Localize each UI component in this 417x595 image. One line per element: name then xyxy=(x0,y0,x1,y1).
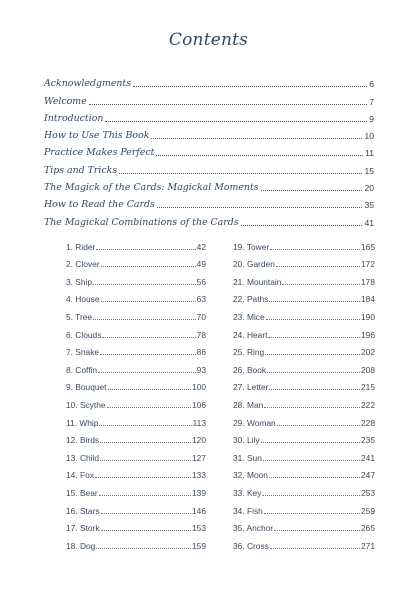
toc-page-number: 10 xyxy=(364,131,374,142)
card-toc-entry[interactable] xyxy=(233,516,375,534)
toc-entry-label: 34. Fish xyxy=(233,505,263,516)
card-toc-entry[interactable] xyxy=(233,392,375,410)
dot-leader xyxy=(105,121,367,122)
dot-leader xyxy=(96,249,195,250)
card-toc-entry[interactable] xyxy=(233,304,375,322)
card-toc-entry[interactable] xyxy=(233,533,375,551)
dot-leader xyxy=(262,495,360,496)
toc-entry[interactable] xyxy=(44,72,374,89)
card-toc-entry[interactable] xyxy=(233,463,375,481)
toc-page-number: 222 xyxy=(361,399,375,410)
toc-page-number: 11 xyxy=(365,148,374,159)
toc-page-number: 7 xyxy=(369,96,374,107)
toc-page-number: 202 xyxy=(361,347,375,358)
card-toc-entry[interactable] xyxy=(66,375,206,393)
dot-leader xyxy=(99,495,191,496)
toc-page-number: 228 xyxy=(361,417,375,428)
card-toc-entry[interactable] xyxy=(66,340,206,358)
card-toc-entry[interactable] xyxy=(233,445,375,463)
card-toc-entry[interactable] xyxy=(66,287,206,305)
toc-page-number: 120 xyxy=(192,435,206,446)
toc-entry-label: How to Use This Book xyxy=(44,130,150,142)
toc-entry-label: 5. Tree xyxy=(66,311,93,322)
dot-leader xyxy=(101,266,196,267)
dot-leader xyxy=(100,460,191,461)
toc-page-number: 165 xyxy=(361,241,375,252)
card-toc-entry[interactable] xyxy=(233,375,375,393)
toc-entry-label: 22. Paths xyxy=(233,294,269,305)
toc-page-number: 253 xyxy=(361,487,375,498)
toc-page-number: 49 xyxy=(196,259,206,270)
toc-entry-label: 9. Bouquet xyxy=(66,382,107,393)
toc-entry-label: 32. Moon xyxy=(233,470,268,481)
toc-page-number: 271 xyxy=(361,540,375,551)
toc-page-number: 241 xyxy=(361,452,375,463)
toc-entry-label: 21. Mountain xyxy=(233,276,282,287)
toc-page-number: 184 xyxy=(361,294,375,305)
toc-entry-label: 6. Clouds xyxy=(66,329,102,340)
card-toc-entry[interactable] xyxy=(66,234,206,252)
toc-entry-label: Introduction xyxy=(44,112,104,124)
toc-page-number: 35 xyxy=(364,200,374,211)
card-toc-entry[interactable] xyxy=(233,234,375,252)
dot-leader xyxy=(270,249,360,250)
toc-entry-label: 8. Coffin xyxy=(66,364,98,375)
dot-leader xyxy=(276,266,360,267)
toc-entry-label: 20. Garden xyxy=(233,259,275,270)
toc-entry-label: 33. Key xyxy=(233,487,262,498)
toc-entry-label: 1. Rider xyxy=(66,241,96,252)
toc-entry-label: 27. Letter xyxy=(233,382,269,393)
dot-leader xyxy=(100,442,191,443)
dot-leader xyxy=(107,407,191,408)
toc-entry-label: 13. Child xyxy=(66,452,100,463)
toc-page-number: 172 xyxy=(361,259,375,270)
main-toc-list xyxy=(44,72,374,228)
card-toc-entry[interactable] xyxy=(233,340,375,358)
dot-leader xyxy=(241,225,363,226)
dot-leader xyxy=(261,190,363,191)
toc-entry-label: Practice Makes Perfect xyxy=(44,147,155,159)
toc-page-number: 178 xyxy=(361,276,375,287)
toc-entry-label: 10. Scythe xyxy=(66,399,106,410)
card-toc-entry[interactable] xyxy=(66,304,206,322)
toc-entry[interactable] xyxy=(44,124,374,141)
toc-page-number: 113 xyxy=(192,417,206,428)
dot-leader xyxy=(268,337,360,338)
dot-leader xyxy=(266,319,360,320)
card-toc-entry[interactable] xyxy=(66,445,206,463)
toc-page-number: 20 xyxy=(364,183,374,194)
dot-leader xyxy=(102,337,195,338)
toc-entry-label: 12. Birds xyxy=(66,435,100,446)
toc-entry-label: Acknowledgments xyxy=(44,78,132,90)
dot-leader xyxy=(274,530,360,531)
toc-page-number: 15 xyxy=(364,165,374,176)
toc-entry-label: 4. House xyxy=(66,294,100,305)
toc-page-number: 259 xyxy=(361,505,375,516)
toc-page-number: 139 xyxy=(192,487,206,498)
toc-page-number: 159 xyxy=(192,540,206,551)
toc-entry-label: Welcome xyxy=(44,95,87,107)
toc-page-number: 265 xyxy=(361,523,375,534)
toc-entry-label: How to Read the Cards xyxy=(44,199,155,211)
dot-leader xyxy=(93,284,196,285)
dot-leader xyxy=(261,442,360,443)
dot-leader xyxy=(269,301,360,302)
toc-page-number: 127 xyxy=(192,452,206,463)
toc-entry[interactable] xyxy=(44,210,374,227)
dot-leader xyxy=(270,548,360,549)
card-toc-entry[interactable] xyxy=(233,480,375,498)
dot-leader xyxy=(277,425,360,426)
toc-page-number: 215 xyxy=(361,382,375,393)
toc-entry-label: 31. Sun xyxy=(233,452,262,463)
card-toc-entry[interactable] xyxy=(66,392,206,410)
dot-leader xyxy=(151,138,362,139)
dot-leader xyxy=(269,477,360,478)
toc-entry-label: 2. Clover xyxy=(66,259,100,270)
dot-leader xyxy=(267,372,360,373)
card-toc-entry[interactable] xyxy=(66,269,206,287)
toc-entry-label: 18. Dog xyxy=(66,540,96,551)
toc-entry[interactable] xyxy=(44,89,374,106)
dot-leader xyxy=(89,104,367,105)
toc-page-number: 42 xyxy=(196,241,206,252)
toc-page-number: 86 xyxy=(196,347,206,358)
card-toc-entry[interactable] xyxy=(66,480,206,498)
toc-page-number: 146 xyxy=(192,505,206,516)
toc-page-number: 78 xyxy=(196,329,206,340)
dot-leader xyxy=(265,354,360,355)
toc-entry-label: 16. Stars xyxy=(66,505,100,516)
toc-entry-label: The Magick of the Cards: Magickal Moments xyxy=(44,182,259,194)
card-toc-entry[interactable] xyxy=(233,269,375,287)
toc-entry-label: 14. Fox xyxy=(66,470,94,481)
dot-leader xyxy=(133,86,367,87)
toc-page-number: 153 xyxy=(192,523,206,534)
card-toc-entry[interactable] xyxy=(66,252,206,270)
toc-entry[interactable] xyxy=(44,158,374,175)
card-toc-entry[interactable] xyxy=(66,516,206,534)
card-toc-entry[interactable] xyxy=(233,357,375,375)
toc-entry-label: 19. Tower xyxy=(233,241,270,252)
toc-entry-label: 24. Heart xyxy=(233,329,268,340)
card-toc-entry[interactable] xyxy=(66,410,206,428)
card-toc-entry[interactable] xyxy=(66,463,206,481)
toc-page-number: 133 xyxy=(192,470,206,481)
toc-page-number: 106 xyxy=(192,399,206,410)
toc-entry[interactable] xyxy=(44,176,374,193)
dot-leader xyxy=(93,319,196,320)
toc-page-number: 196 xyxy=(361,329,375,340)
toc-entry-label: 36. Cross xyxy=(233,540,269,551)
toc-page-number: 93 xyxy=(196,364,206,375)
card-toc-entry[interactable] xyxy=(233,287,375,305)
toc-page-number: 190 xyxy=(361,311,375,322)
dot-leader xyxy=(263,460,360,461)
dot-leader xyxy=(96,548,191,549)
card-toc-entry[interactable] xyxy=(66,322,206,340)
dot-leader xyxy=(101,301,196,302)
dot-leader xyxy=(95,477,191,478)
card-toc-entry[interactable] xyxy=(66,498,206,516)
toc-page-number: 247 xyxy=(361,470,375,481)
card-toc-entry[interactable] xyxy=(66,533,206,551)
toc-entry-label: 28. Man xyxy=(233,399,264,410)
toc-page-number: 9 xyxy=(369,113,374,124)
dot-leader xyxy=(282,284,360,285)
dot-leader xyxy=(98,372,196,373)
toc-entry-label: 7. Snake xyxy=(66,347,100,358)
toc-page-number: 70 xyxy=(196,311,206,322)
card-toc-entry[interactable] xyxy=(233,498,375,516)
cards-toc-left-column xyxy=(66,234,206,551)
dot-leader xyxy=(157,207,363,208)
dot-leader xyxy=(99,425,191,426)
toc-page-number: 41 xyxy=(364,217,374,228)
dot-leader xyxy=(264,513,360,514)
page-title: Contents xyxy=(168,30,249,50)
toc-entry[interactable] xyxy=(44,107,374,124)
dot-leader xyxy=(119,173,362,174)
dot-leader xyxy=(101,513,191,514)
toc-page-number: 63 xyxy=(196,294,206,305)
card-toc-entry[interactable] xyxy=(233,252,375,270)
cards-toc-right-column xyxy=(233,234,375,551)
toc-page-number: 56 xyxy=(196,276,206,287)
dot-leader xyxy=(108,389,192,390)
toc-entry-label: 29. Woman xyxy=(233,417,276,428)
dot-leader xyxy=(156,155,363,156)
toc-entry-label: 35. Anchor xyxy=(233,523,274,534)
toc-entry-label: 17. Stork xyxy=(66,523,100,534)
dot-leader xyxy=(264,407,360,408)
dot-leader xyxy=(269,389,360,390)
toc-entry-label: Tips and Tricks xyxy=(44,164,118,176)
toc-page-number: 6 xyxy=(369,79,374,90)
toc-entry-label: 3. Ship xyxy=(66,276,93,287)
toc-entry-label: 23. Mice xyxy=(233,311,265,322)
card-toc-entry[interactable] xyxy=(233,428,375,446)
toc-page-number: 235 xyxy=(361,435,375,446)
card-toc-entry[interactable] xyxy=(66,428,206,446)
toc-entry-label: 15. Bear xyxy=(66,487,98,498)
toc-entry-label: 11. Whip xyxy=(66,417,99,428)
card-toc-entry[interactable] xyxy=(66,357,206,375)
card-toc-entry[interactable] xyxy=(233,410,375,428)
toc-entry-label: 26. Book xyxy=(233,364,267,375)
toc-entry[interactable] xyxy=(44,141,374,158)
toc-entry[interactable] xyxy=(44,193,374,210)
card-toc-entry[interactable] xyxy=(233,322,375,340)
toc-entry-label: 25. Ring xyxy=(233,347,265,358)
toc-page-number: 208 xyxy=(361,364,375,375)
dot-leader xyxy=(101,530,191,531)
dot-leader xyxy=(100,354,196,355)
toc-page-number: 100 xyxy=(192,382,206,393)
toc-entry-label: The Magickal Combinations of the Cards xyxy=(44,216,239,228)
toc-entry-label: 30. Lily xyxy=(233,435,260,446)
